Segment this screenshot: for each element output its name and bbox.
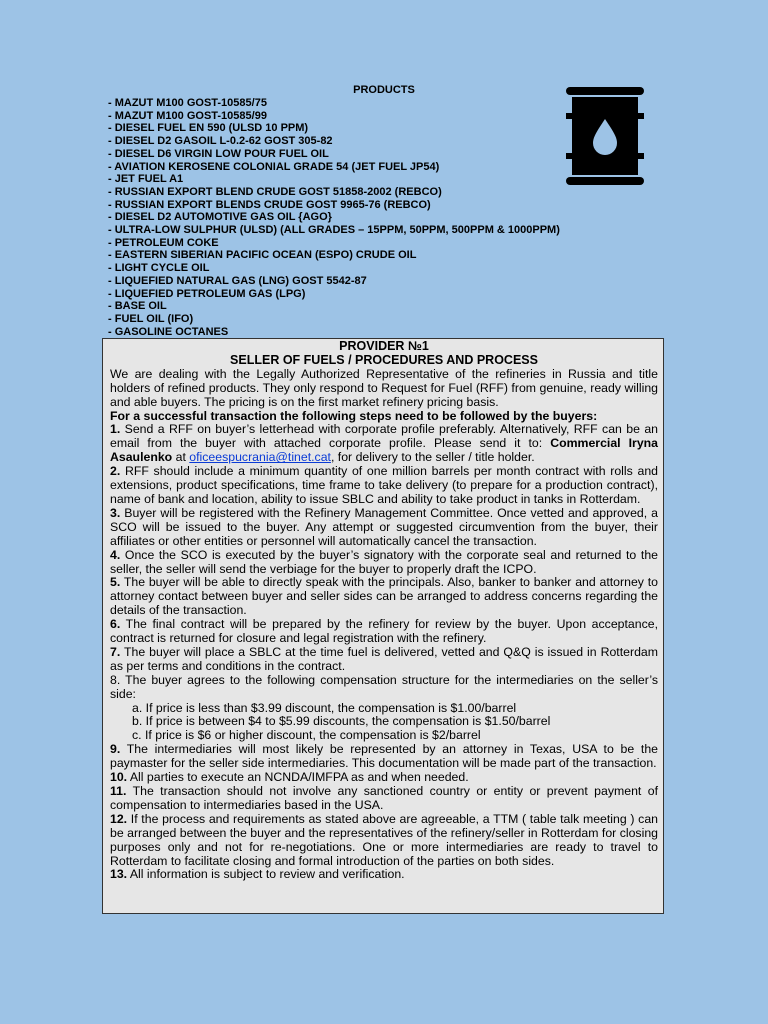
steps-heading: For a successful transaction the following steps need to be followed by the buyers: (110, 408, 598, 423)
product-item: - PETROLEUM COKE (108, 236, 219, 249)
step-11 (110, 785, 658, 813)
step-number: 2. (110, 464, 121, 479)
step-number: 11. (110, 784, 127, 798)
step-number: 5. (110, 575, 121, 590)
step-number: 4. (110, 547, 121, 562)
step-5 (110, 576, 658, 618)
step-text: The transaction should not involve any sanctioned country or entity or prevent payment of compensation to intermediaries based in the USA. (110, 784, 658, 812)
step-3 (110, 507, 658, 549)
product-item: - MAZUT M100 GOST-10585/99 (108, 109, 267, 122)
step-1 (110, 423, 658, 465)
product-item: - LIQUEFIED PETROLEUM GAS (LPG) (108, 287, 306, 300)
product-item: - RUSSIAN EXPORT BLEND CRUDE GOST 51858-2002 (REBCO) (108, 185, 442, 198)
step-text: Buyer will be registered with the Refinery Management Committee. Once vetted and approved, a SCO will be issued to the buyer. Any attempt or suggested circumvention from the buyer, their affiliates or other entities or personnel will automatically cancel the transaction. (110, 505, 658, 548)
step-8: 8. The buyer agrees to the following compensation structure for the intermediaries on the seller’s side: (110, 672, 658, 701)
step-number: 9. (110, 742, 121, 757)
provider-subtitle: SELLER OF FUELS / PROCEDURES AND PROCESS (230, 352, 538, 367)
step-4 (110, 549, 658, 577)
compensation-c: c. If price is $6 or higher discount, the compensation is $2/barrel (132, 728, 481, 743)
product-item: - MAZUT M100 GOST-10585/75 (108, 97, 267, 109)
step-7 (110, 646, 658, 674)
product-item: - DIESEL D2 AUTOMOTIVE GAS OIL {AGO} (108, 211, 332, 224)
step-text: All parties to execute an NCNDA/IMFPA as and when needed. (127, 770, 469, 785)
product-item: - DIESEL D6 VIRGIN LOW POUR FUEL OIL (108, 147, 329, 160)
step-text: The buyer will be able to directly speak with the principals. Also, banker to banker and attorney to attorney contact between buyer and seller sides can be arranged to address concerns regarding the details of the transaction. (110, 575, 658, 618)
product-item: - BASE OIL (108, 300, 167, 313)
step-number: 13. (110, 867, 128, 882)
step-2 (110, 465, 658, 507)
product-item: - DIESEL D2 GASOIL L-0.2-62 GOST 305-82 (108, 135, 333, 148)
product-item: - DIESEL FUEL EN 590 (ULSD 10 PPM) (108, 122, 309, 135)
step-number: 7. (110, 644, 121, 659)
product-item: - EASTERN SIBERIAN PACIFIC OCEAN (ESPO) CRUDE OIL (108, 249, 417, 262)
product-item: - LIQUEFIED NATURAL GAS (LNG) GOST 5542-87 (108, 274, 367, 287)
step-6 (110, 618, 658, 646)
product-item: - RUSSIAN EXPORT BLENDS CRUDE GOST 9965-76 (REBCO) (108, 198, 431, 211)
step-text: at (172, 450, 190, 465)
product-list (108, 97, 628, 338)
step-number: 6. (110, 617, 121, 632)
step-text: RFF should include a minimum quantity of one million barrels per month contract with rolls and extensions, product specifications, time frame to take delivery (to prepare for a production contract), name of bank and location, ability to issue SBLC and ability to take product in tanks in Rotterdam. (110, 464, 658, 506)
step-text: , for delivery to the seller / title holder. (330, 450, 535, 465)
product-item: - LIGHT CYCLE OIL (108, 262, 210, 275)
product-item: - ULTRA-LOW SULPHUR (ULSD) (ALL GRADES – 15PPM, 50PPM, 500PPM & 1000PPM) (108, 224, 560, 237)
contact-name: Commercial Iryna Asaulenko (110, 436, 659, 465)
compensation-a: a. If price is less than $3.99 discount, the compensation is $1.00/barrel (132, 700, 517, 715)
step-text: The intermediaries will most likely be represented by an attorney in Texas, USA to be the paymaster for the seller side intermediaries. This documentation will be made part of the transaction. (110, 742, 658, 771)
product-item: - JET FUEL A1 (108, 173, 184, 186)
step-12 (110, 813, 658, 869)
intro-paragraph: We are dealing with the Legally Authorized Representative of the refineries in Russia and title holders of refined products. They only respond to Request for Fuel (RFF) from genuine, ready willing and able buyers. The pricing is on the first market refinery pricing basis. (110, 366, 658, 409)
step-text: The final contract will be prepared by the refinery for review by the buyer. Upon acceptance, contract is returned for closure and legal registration with the refinery. (110, 617, 658, 646)
provider-box (102, 338, 664, 914)
step-number: 12. (110, 811, 128, 826)
step-9 (110, 743, 658, 771)
step-number: 3. (110, 505, 121, 520)
email-link[interactable]: oficeespucrania@tinet.cat (189, 450, 331, 465)
product-item: - FUEL OIL (IFO) (108, 312, 194, 325)
step-text: If the process and requirements as stated above are agreeable, a TTM ( table talk meeting ) can be arranged between the buyer and the representatives of the refinery/seller in Rotterdam for closing purposes only and not for re-negotiations. One or more intermediaries are ready to travel to Rotterdam to facilitate closing and formal introduction of the parties on both sides. (110, 811, 658, 868)
product-item: - AVIATION KEROSENE COLONIAL GRADE 54 (JET FUEL JP54) (108, 160, 440, 173)
product-item: - GASOLINE OCTANES (108, 325, 229, 338)
compensation-b: b. If price is between $4 to $5.99 discounts, the compensation is $1.50/barrel (132, 714, 551, 729)
step-number: 1. (110, 422, 121, 437)
oil-barrel-icon (562, 85, 648, 187)
step-text: Send a RFF on buyer’s letterhead with corporate profile preferably. Alternatively, RFF can be an email from the buyer with attached corporate profile. Please send it to: (110, 422, 658, 451)
step-number: 10. (110, 770, 128, 785)
step-text: All information is subject to review and verification. (127, 867, 405, 882)
step-text: Once the SCO is executed by the buyer’s signatory with the corporate seal and returned to the seller, the seller will send the verbiage for the buyer to properly draft the ICPO. (110, 547, 658, 576)
products-title: PRODUCTS (353, 84, 415, 96)
step-13 (110, 868, 658, 882)
provider-title: PROVIDER №1 (339, 339, 429, 353)
step-text: The buyer will place a SBLC at the time fuel is delivered, vetted and Q&Q is issued in Rotterdam as per terms and conditions in the contract. (110, 644, 658, 673)
step-10 (110, 771, 658, 785)
